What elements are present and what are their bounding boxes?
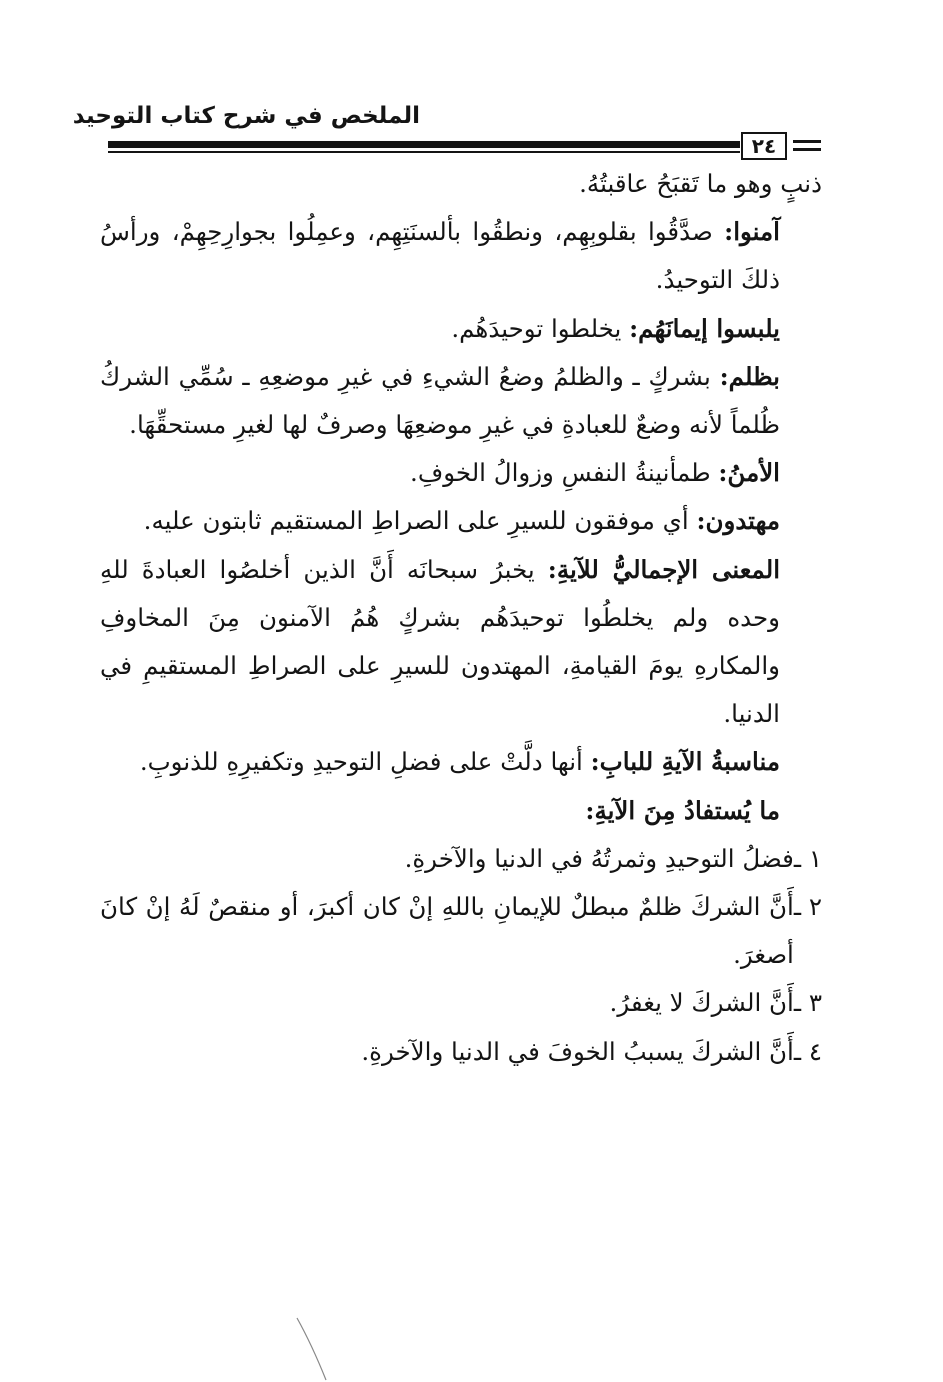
benefits-heading: ما يُستفادُ مِنَ الآيةِ: — [585, 795, 780, 825]
section-text: أنها دلَّتْ على فضلِ التوحيدِ وتكفيرِهِ للذنوبِ. — [139, 747, 591, 777]
definition-text: صدَّقُوا بقلوبِهِم، ونطقُوا بألسنَتِهِم، وعمِلُوا بجوارِحِهِمْ، ورأسُ ذلكَ التوحيدُ. — [100, 217, 780, 295]
list-item-number: ٢ ـ — [793, 892, 822, 922]
paragraph-continuation: ذنبٍ وهو ما تَقبَحُ عاقبتُهُ. — [579, 169, 822, 198]
definition-text: طمأنينةُ النفسِ وزوالُ الخوفِ. — [410, 458, 719, 488]
definition-term: الأمنُ: — [718, 458, 780, 488]
definition-text: بشركٍ ـ والظلمُ وضعُ الشيءِ في غيرِ موضعِهِ ـ سُمِّي الشركُ ظُلماً لأنه وضعٌ للعبادةِ في غيرِ موضعِهَا وصرفٌ لها لغيرِ مستحقِّهَا. — [100, 361, 780, 440]
definition-term: يلبسوا إيمانَهُم: — [629, 313, 780, 343]
definition-text: يخلطوا توحيدَهُم. — [451, 313, 630, 343]
list-item-number: ١ ـ — [793, 843, 822, 873]
list-item-number: ٣ ـ — [793, 988, 822, 1018]
definition-term: آمنوا: — [724, 217, 780, 247]
section-term: المعنى الإجماليُّ للآيةِ: — [547, 554, 780, 584]
page-number: ٢٤ — [741, 132, 787, 160]
list-item-text: فضلُ التوحيدِ وثمرتُهُ في الدنيا والآخرةِ. — [404, 843, 794, 873]
running-header-title: الملخص في شرح كتاب التوحيد — [72, 103, 420, 129]
definition-term: مهتدون: — [696, 506, 780, 536]
section-text: يخبرُ سبحانَه أَنَّ الذين أخلصُوا العبادةَ للهِ وحده ولم يخلطُوا توحيدَهُم بشركٍ هُمُ الآمنون مِنَ المخاوفِ والمكارهِ يومَ القيامةِ، المهتدون للسيرِ على الصراطِ المستقيمِ في الدنيا. — [100, 554, 780, 729]
definition-text: أي موفقون للسيرِ على الصراطِ المستقيم ثابتون عليه. — [143, 506, 697, 536]
list-item-number: ٤ ـ — [793, 1036, 822, 1066]
list-item-text: أَنَّ الشركَ لا يغفرُ. — [609, 988, 794, 1018]
list-item-text: أَنَّ الشركَ ظلمٌ مبطلٌ للإيمانِ باللهِ إنْ كان أكبرَ، أو منقصٌ لَهُ إنْ كانَ أصغرَ. — [100, 892, 794, 970]
definition-term: بظلم: — [719, 361, 780, 391]
section-term: مناسبةُ الآيةِ للبابِ: — [590, 747, 780, 777]
list-item-text: أَنَّ الشركَ يسببُ الخوفَ في الدنيا والآخرةِ. — [361, 1036, 794, 1066]
